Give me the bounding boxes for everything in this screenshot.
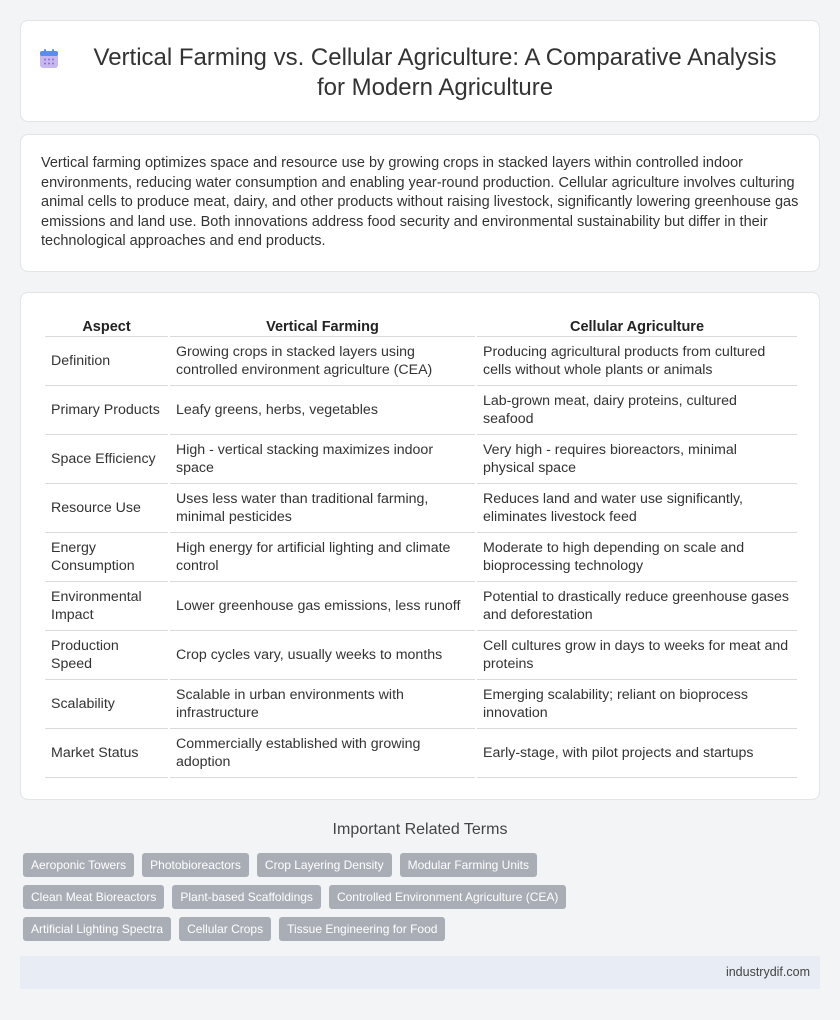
- related-term-tag[interactable]: Clean Meat Bioreactors: [23, 885, 164, 909]
- cellular-agriculture-cell: Cell cultures grow in days to weeks for meat and proteins: [477, 631, 797, 680]
- calendar-icon: [37, 47, 61, 71]
- table-row: [45, 484, 797, 533]
- cellular-agriculture-cell: Lab-grown meat, dairy proteins, cultured seafood: [477, 386, 797, 435]
- vertical-farming-cell: Scalable in urban environments with infrastructure: [170, 680, 475, 729]
- cellular-agriculture-cell: Reduces land and water use significantly, eliminates livestock feed: [477, 484, 797, 533]
- vertical-farming-cell: Leafy greens, herbs, vegetables: [170, 386, 475, 435]
- related-term-tag[interactable]: Photobioreactors: [142, 853, 249, 877]
- aspect-cell: Production Speed: [45, 631, 168, 680]
- related-term-tag[interactable]: Plant-based Scaffoldings: [172, 885, 321, 909]
- table-row: [45, 435, 797, 484]
- cellular-agriculture-cell: Moderate to high depending on scale and bioprocessing technology: [477, 533, 797, 582]
- footer-site-link[interactable]: industrydif.com: [725, 965, 810, 979]
- header-cellular-agriculture: Cellular Agriculture: [477, 315, 797, 337]
- aspect-cell: Space Efficiency: [45, 435, 168, 484]
- table-row: [45, 631, 797, 680]
- header-vertical-farming: Vertical Farming: [170, 315, 475, 337]
- related-term-tag[interactable]: Crop Layering Density: [257, 853, 392, 877]
- cellular-agriculture-cell: Potential to drastically reduce greenhouse gases and deforestation: [477, 582, 797, 631]
- aspect-cell: Market Status: [45, 729, 168, 778]
- aspect-cell: Scalability: [45, 680, 168, 729]
- table-row: [45, 337, 797, 386]
- page-title: Vertical Farming vs. Cellular Agriculture: A Comparative Analysis for Modern Agriculture: [93, 44, 777, 101]
- cellular-agriculture-cell: Emerging scalability; reliant on bioprocess innovation: [477, 680, 797, 729]
- related-term-tag[interactable]: Modular Farming Units: [400, 853, 537, 877]
- title-card: [20, 20, 820, 122]
- aspect-cell: Resource Use: [45, 484, 168, 533]
- related-term-tag[interactable]: Aeroponic Towers: [23, 853, 134, 877]
- aspect-cell: Energy Consumption: [45, 533, 168, 582]
- table-row: [45, 533, 797, 582]
- footer: [20, 956, 820, 989]
- related-term-tag[interactable]: Controlled Environment Agriculture (CEA): [329, 885, 566, 909]
- aspect-cell: Environmental Impact: [45, 582, 168, 631]
- vertical-farming-cell: Commercially established with growing adoption: [170, 729, 475, 778]
- cellular-agriculture-cell: Early-stage, with pilot projects and startups: [477, 729, 797, 778]
- cellular-agriculture-cell: Producing agricultural products from cultured cells without whole plants or animals: [477, 337, 797, 386]
- vertical-farming-cell: High energy for artificial lighting and climate control: [170, 533, 475, 582]
- related-term-tag[interactable]: Artificial Lighting Spectra: [23, 917, 171, 941]
- header-aspect: Aspect: [45, 315, 168, 337]
- vertical-farming-cell: High - vertical stacking maximizes indoor space: [170, 435, 475, 484]
- table-row: [45, 386, 797, 435]
- intro-card: [20, 134, 820, 272]
- vertical-farming-cell: Growing crops in stacked layers using controlled environment agriculture (CEA): [170, 337, 475, 386]
- table-header-row: [45, 315, 797, 337]
- related-terms-heading: Important Related Terms: [332, 821, 508, 838]
- comparison-card: [20, 292, 820, 800]
- table-row: [45, 582, 797, 631]
- table-row: [45, 680, 797, 729]
- vertical-farming-cell: Lower greenhouse gas emissions, less runoff: [170, 582, 475, 631]
- aspect-cell: Definition: [45, 337, 168, 386]
- cellular-agriculture-cell: Very high - requires bioreactors, minimal physical space: [477, 435, 797, 484]
- vertical-farming-cell: Crop cycles vary, usually weeks to months: [170, 631, 475, 680]
- intro-paragraph: Vertical farming optimizes space and resource use by growing crops in stacked layers within controlled indoor environments, reducing water consumption and enabling year-round production. Cellular agriculture involves culturing animal cells to produce meat, dairy, and other products without raising livestock, significantly lowering greenhouse gas emissions and land use. Both innovations address food security and environmental sustainability but differ in their technological approaches and end products.: [41, 155, 799, 249]
- related-term-tag[interactable]: Tissue Engineering for Food: [279, 917, 445, 941]
- comparison-table: [43, 315, 799, 778]
- vertical-farming-cell: Uses less water than traditional farming, minimal pesticides: [170, 484, 475, 533]
- table-row: [45, 729, 797, 778]
- aspect-cell: Primary Products: [45, 386, 168, 435]
- related-terms-list: [23, 853, 683, 941]
- related-term-tag[interactable]: Cellular Crops: [179, 917, 271, 941]
